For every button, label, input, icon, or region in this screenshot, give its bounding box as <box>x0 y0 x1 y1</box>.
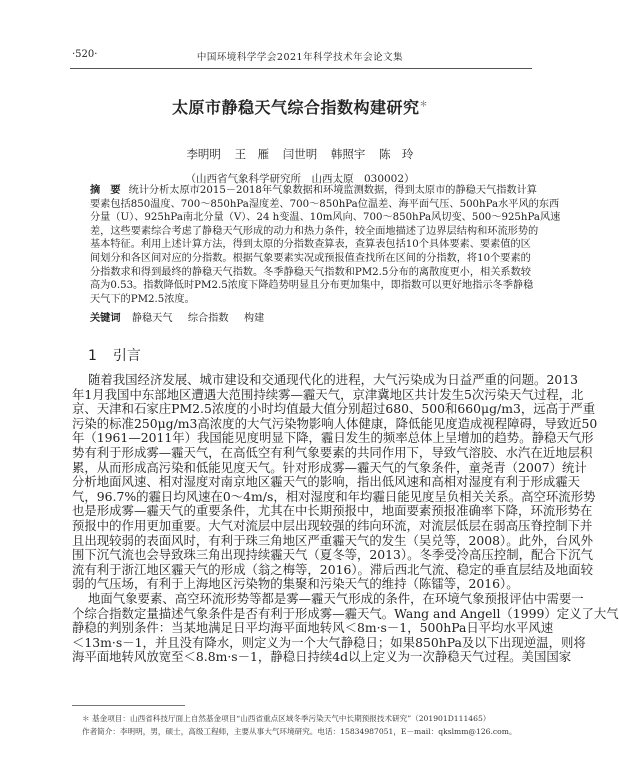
keyword: 综合指数 <box>187 313 229 324</box>
body-line: 年1月我国中东部地区遭遇大范围持续雾—霾天气，京津冀地区共计发生5次污染天气过程，北 <box>72 386 584 402</box>
abstract-line <box>90 184 537 198</box>
abstract <box>90 184 561 306</box>
section-heading <box>88 345 141 365</box>
abstract-line: 要素包括850温度、700～850hPa湿度差、700～850hPa位温差、海平面气压、500hPa水平风的东西 <box>90 198 560 210</box>
title-footnote-mark: ＊ <box>419 99 428 109</box>
author: 陈 玲 <box>379 147 414 161</box>
body-text <box>72 372 619 665</box>
body-line: 气，96.7%的霾日均风速在0～4m/s，相对湿度和年均霾日能见度呈负相关关系。高空环流形势 <box>72 488 596 504</box>
body-line: 分析地面风速、相对湿度对南京地区霾天气的影响，指出低风速和高相对湿度有利于形成霾天 <box>72 474 581 490</box>
footnote-author: 作者简介：李明明，男，硕士，高级工程师，主要从事大气环境研究。电话：15834987051，E－mail：qkslmm@126.com。 <box>82 727 517 736</box>
section-title: 引言 <box>112 348 141 364</box>
affiliation: （山西省气象科学研究所 山西太原 030002） <box>185 173 415 185</box>
section-number: 1 <box>88 348 97 364</box>
body-line: 围下沉气流也会导致珠三角出现持续霾天气（夏冬等，2013）。冬季受冷高压控制，配合下沉气 <box>72 547 593 563</box>
keywords <box>90 309 276 324</box>
abstract-line: 间划分和各区间对应的分指数。根据气象要素实况或预报值查找所在区间的分指数，将10个要素的 <box>90 252 531 264</box>
body-line: 且出现较弱的表面风时，有利于珠三角地区严重霾天气的发生（吴兑等，2008）。此外，台风外 <box>72 532 593 548</box>
footnote-funding: ＊ 基金项目：山西省科技厅面上自然基金项目“山西省重点区域冬季污染天气中长期预报技术研究”（201901D111465） <box>82 714 491 723</box>
body-line: ＜13m·s－1，并且没有降水，则定义为一个大气静稳日；如果850hPa及以下出现逆温，则将 <box>72 634 586 650</box>
body-line: 年（1961—2011年）我国能见度明显下降，霾日发生的频率总体上呈增加的趋势。静稳天气形 <box>72 430 594 446</box>
title-text: 太原市静稳天气综合指数构建研究 <box>171 98 420 117</box>
author: 闫世明 <box>282 147 318 161</box>
abstract-line: 差，这些要素综合考虑了静稳天气形成的动力和热力条件，较全面地描述了边界层结构和环流形势的 <box>90 225 539 237</box>
body-line: 累，从而形成高污染和低能见度天气。针对形成雾—霾天气的气象条件，童尧青（2007）统计 <box>72 459 587 475</box>
body-line: 个综合指数定量描述气象条件是否有利于形成雾—霾天气。Wang and Angell（1999）定义了大气 <box>72 605 619 621</box>
body-line: 也是形成雾—霾天气的重要条件，尤其在中长期预报中，地面要素预报准确率下降，环流形势在 <box>72 503 593 519</box>
keywords-label: 关键词 <box>90 313 121 324</box>
paper-title <box>0 95 600 118</box>
abstract-line: 高为0.53。指数降低时PM2.5浓度下降趋势明显且分布更加集中，即指数可以更好地指示冬季静稳 <box>90 280 534 292</box>
author: 韩照宇 <box>330 147 366 161</box>
body-line: 污染的标准250μg/m3高浓度的大气污染物影响人体健康，降低能见度造成视程障碍，导致近50 <box>72 415 598 431</box>
abstract-text: 统计分析太原市2015－2018年气象数据和环境监测数据，得到太原市的静稳天气指数计算 <box>128 185 537 196</box>
abstract-line: 基本特征。利用上述计算方法，得到太原的分指数查算表，查算表包括10个具体要素、要素值的区 <box>90 239 531 251</box>
body-line: 地面气象要素、高空环流形势等都是雾—霾天气形成的条件，在环境气象预报评估中需要一 <box>88 590 584 606</box>
footnotes <box>82 712 517 738</box>
header-rule <box>70 68 532 69</box>
body-line: 流有利于浙江地区霾天气的形成（翁之梅等，2016）。滞后西北气流、稳定的垂直层结及地面较 <box>72 561 593 577</box>
author-list <box>0 146 600 162</box>
abstract-line: 分量（U）、925hPa南北分量（V）、24 h变温、10m风向、700～850hPa风切变、500～925hPa风速 <box>90 212 561 224</box>
body-line: 随着我国经济发展、城市建设和交通现代化的进程，大气污染成为日益严重的问题。2013 <box>88 372 578 387</box>
abstract-line: 天气下的PM2.5浓度。 <box>90 293 195 305</box>
running-head: 中国环境科学学会2021年科学技术年会论文集 <box>196 52 404 63</box>
author: 李明明 <box>186 147 221 161</box>
body-line: 势有利于形成雾—霾天气，在高低空有利气象要素的共同作用下，导致气溶胶、水汽在近地层积 <box>72 444 593 460</box>
body-line: 京、天津和石家庄PM2.5浓度的小时均值最大值分别超过680、500和660μg/m3，远高于严重 <box>72 401 596 417</box>
body-line: 海平面地转风放宽至＜8.8m·s－1，静稳日持续4d以上定义为一次静稳天气过程。美国国家 <box>72 649 572 665</box>
abstract-line: 分指数求和得到最终的静稳天气指数。冬季静稳天气指数和PM2.5分布的离散度更小，相关系数较 <box>90 266 531 278</box>
keyword: 静稳天气 <box>131 313 173 324</box>
page-number: ·520· <box>72 49 98 60</box>
body-line: 弱的气压场，有利于上海地区污染物的集聚和污染天气的维持（陈镭等，2016）。 <box>72 576 519 592</box>
abstract-label: 摘 要 <box>90 185 121 196</box>
body-line: 静稳的判别条件：当某地满足日平均海平面地转风＜8m·s－1，500hPa日平均水平风速 <box>72 620 554 636</box>
body-line: 预报中的作用更加重要。大气对流层中层出现较强的纬向环流，对流层低层在弱高压脊控制下并 <box>72 517 593 533</box>
footnote-rule <box>72 705 185 706</box>
keyword: 构建 <box>243 313 265 324</box>
author: 王 雁 <box>234 147 270 161</box>
